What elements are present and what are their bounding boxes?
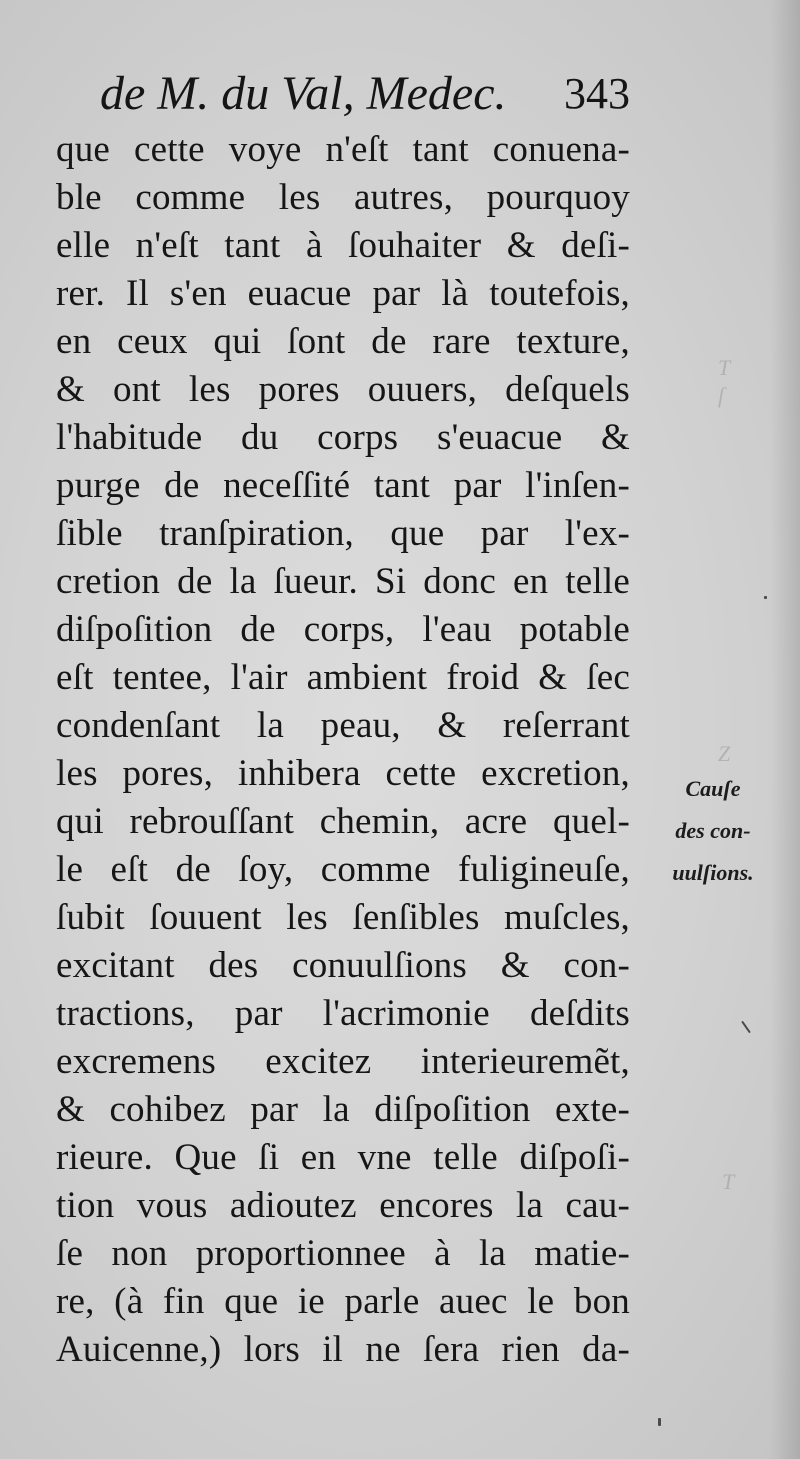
text-line: ſubit ſouuent les ſenſibles muſcles, bbox=[56, 897, 630, 938]
page-header bbox=[100, 64, 630, 124]
text-line: ſible tranſpiration, que par l'ex- bbox=[56, 513, 630, 554]
text-line: re, (à fin que ie parle auec le bon bbox=[56, 1281, 630, 1322]
text-line: tion vous adioutez encores la cau- bbox=[56, 1185, 630, 1226]
show-through-bleed: Z bbox=[718, 741, 731, 766]
text-line: tractions, par l'acrimonie deſdits bbox=[56, 993, 630, 1034]
show-through-bleed: T bbox=[722, 1169, 735, 1194]
marginal-note-line: Cauſe bbox=[685, 776, 741, 801]
ink-speck bbox=[658, 1418, 661, 1426]
running-title: de M. du Val, Medec. bbox=[100, 67, 507, 120]
text-line: purge de neceſſité tant par l'inſen- bbox=[56, 465, 630, 506]
show-through-bleed: T ſ bbox=[718, 355, 731, 408]
ink-speck bbox=[741, 1021, 751, 1034]
text-line: le eſt de ſoy, comme fuligineuſe, bbox=[56, 849, 630, 890]
marginal-note bbox=[638, 768, 788, 894]
page-number: 343 bbox=[564, 69, 630, 118]
page-edge-shadow bbox=[770, 0, 800, 1459]
text-line: cretion de la ſueur. Si donc en telle bbox=[56, 561, 630, 602]
text-line: qui rebrouſſant chemin, acre quel- bbox=[56, 801, 630, 842]
text-line: l'habitude du corps s'euacue & bbox=[56, 417, 630, 458]
text-line: en ceux qui ſont de rare texture, bbox=[56, 321, 630, 362]
text-line: excitant des conuulſions & con- bbox=[56, 945, 630, 986]
text-line: & cohibez par la diſpoſition exte- bbox=[56, 1089, 630, 1130]
body-text bbox=[56, 126, 630, 1374]
text-line: excremens excitez interieuremẽt, bbox=[56, 1041, 630, 1082]
text-line: Auicenne,) lors il ne ſera rien da- bbox=[56, 1329, 630, 1370]
text-line: ble comme les autres, pourquoy bbox=[56, 177, 630, 218]
marginal-note-line: des con- bbox=[675, 818, 751, 843]
text-line: eſt tentee, l'air ambient froid & ſec bbox=[56, 657, 630, 698]
marginal-note-line: uulſions. bbox=[672, 860, 754, 885]
text-line: ſe non proportionnee à la matie- bbox=[56, 1233, 630, 1274]
text-line: rer. Il s'en euacue par là toutefois, bbox=[56, 273, 630, 314]
text-line: les pores, inhibera cette excretion, bbox=[56, 753, 630, 794]
text-line: rieure. Que ſi en vne telle diſpoſi- bbox=[56, 1137, 630, 1178]
text-line: que cette voye n'eſt tant conuena- bbox=[56, 129, 630, 170]
text-line: elle n'eſt tant à ſouhaiter & deſi- bbox=[56, 225, 630, 266]
text-line: condenſant la peau, & reſerrant bbox=[56, 705, 630, 746]
text-line: diſpoſition de corps, l'eau potable bbox=[56, 609, 630, 650]
text-line: & ont les pores ouuers, deſquels bbox=[56, 369, 630, 410]
ink-speck bbox=[764, 596, 767, 599]
